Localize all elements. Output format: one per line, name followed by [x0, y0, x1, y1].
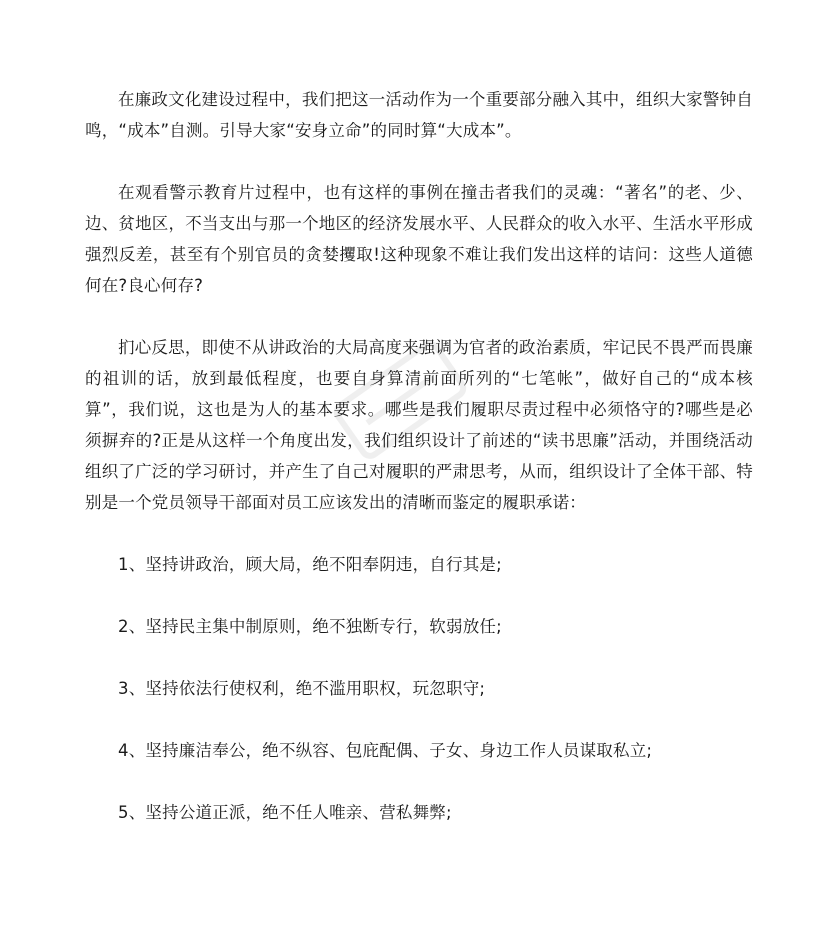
- list-gap: [85, 704, 753, 735]
- list-item-5: 5、坚持公道正派，绝不任人唯亲、营私舞弊;: [118, 803, 452, 822]
- paragraph-3: 扪心反思，即使不从讲政治的大局高度来强调为官者的政治素质，牢记民不畏严而畏廉的祖训的话，放到最低程度，也要自身算清前面所列的“七笔帐”，做好自己的“成本核算”，我们说，这也是为人的基本要求。哪些是我们履职尽责过程中必须恪守的?哪些是必须摒弃的?正是从这样一个角度出发，我们组织设计了前述的“读书思廉”活动，并围绕活动组织了广泛的学习研讨，并产生了自己对履职的严肃思考，从而，组织设计了全体干部、特别是一个党员领导干部面对员工应该发出的清晰而鉴定的履职承诺：: [85, 338, 753, 512]
- paragraph-2: 在观看警示教育片过程中，也有这样的事例在撞击者我们的灵魂：“著名”的老、少、边、贫地区，不当支出与那一个地区的经济发展水平、人民群众的收入水平、生活水平形成强烈反差，甚至有个别官员的贪婪攫取!这种现象不难让我们发出这样的诘问：这些人道德何在?良心何存?: [85, 183, 753, 295]
- list-item-2: 2、坚持民主集中制原则，绝不独断专行，软弱放任;: [118, 617, 502, 636]
- paragraph-gap: [85, 146, 753, 177]
- list-item-1: 1、坚持讲政治，顾大局，绝不阳奉阴违，自行其是;: [118, 555, 502, 574]
- list-item-4: 4、坚持廉洁奉公，绝不纵容、包庇配偶、子女、身边工作人员谋取私立;: [118, 741, 653, 760]
- list-gap: [85, 766, 753, 797]
- list-item-3: 3、坚持依法行使权利，绝不滥用职权，玩忽职守;: [118, 679, 486, 698]
- list-gap: [85, 642, 753, 673]
- paragraph-gap: [85, 518, 753, 549]
- document-body: [85, 84, 753, 828]
- paragraph-1: 在廉政文化建设过程中，我们把这一活动作为一个重要部分融入其中，组织大家警钟自鸣，“成本”自测。引导大家“安身立命”的同时算“大成本”。: [85, 90, 753, 140]
- list-gap: [85, 580, 753, 611]
- paragraph-gap: [85, 301, 753, 332]
